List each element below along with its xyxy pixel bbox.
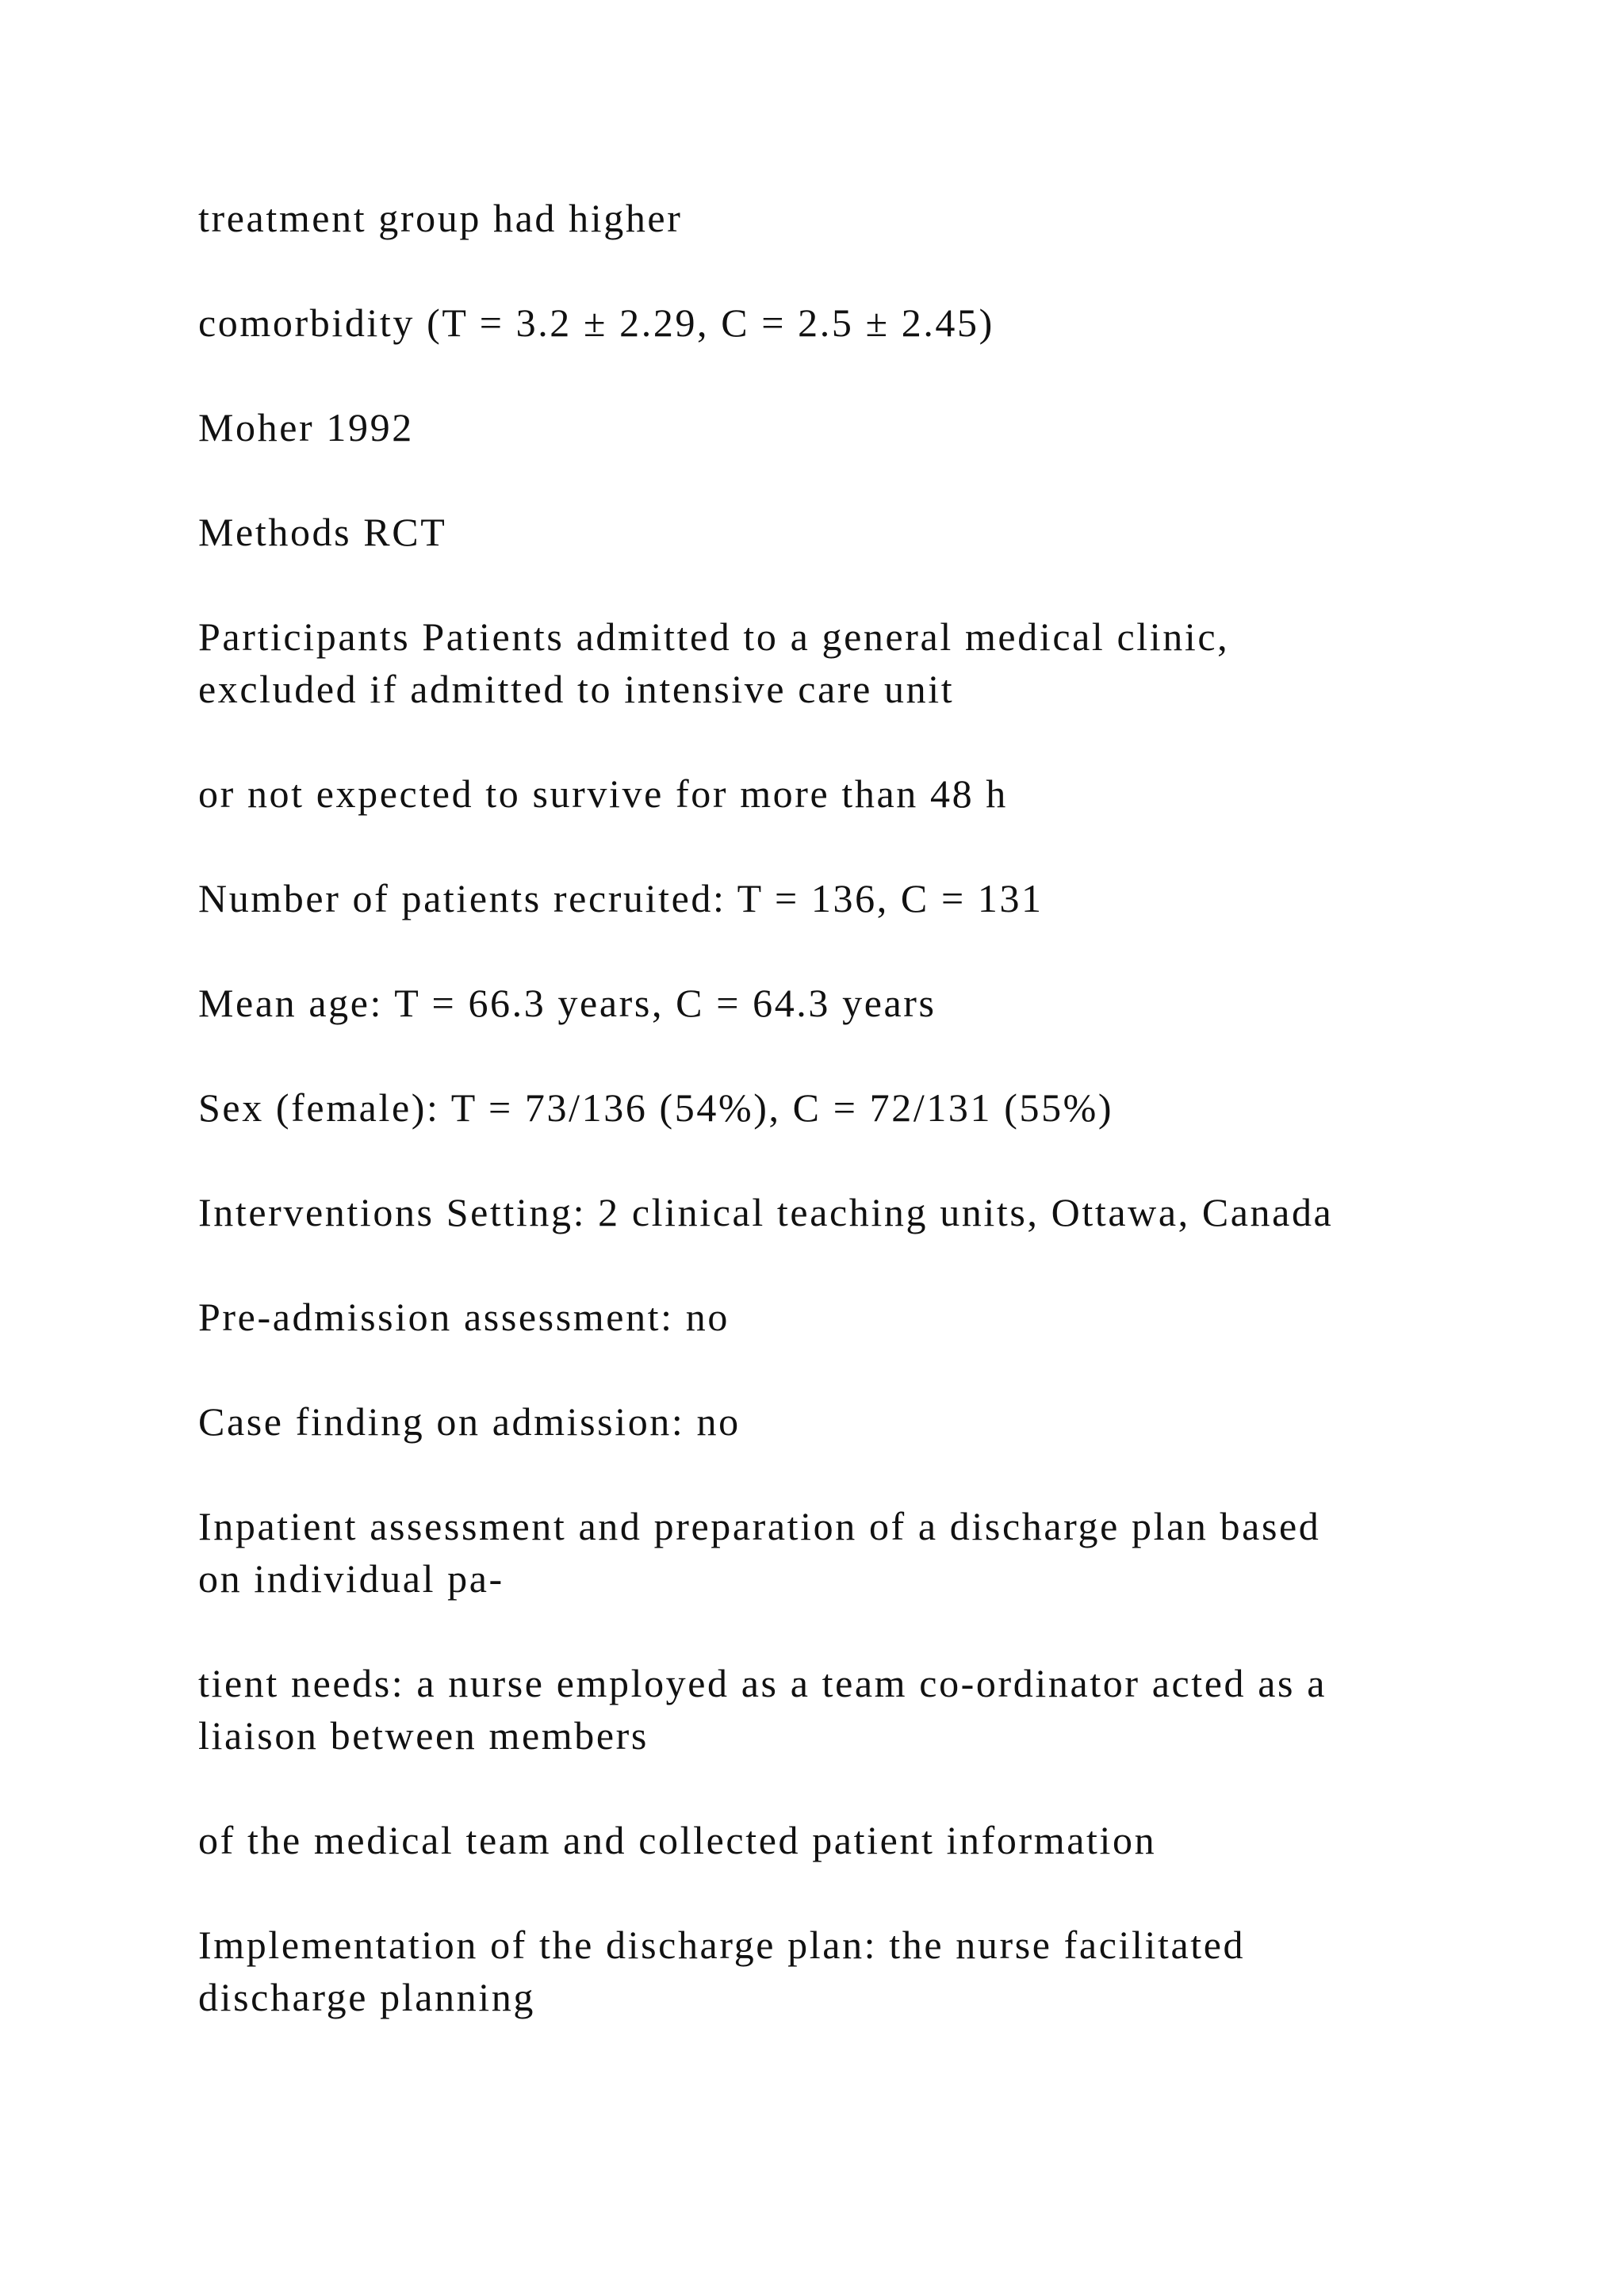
paragraph xyxy=(198,401,1499,453)
text-line: excluded if admitted to intensive care unit xyxy=(198,667,955,711)
text-line: comorbidity (T = 3.2 ± 2.29, C = 2.5 ± 2.45) xyxy=(198,300,994,345)
paragraph xyxy=(198,1657,1499,1762)
text-line: or not expected to survive for more than 48 h xyxy=(198,771,1008,816)
text-line: Case finding on admission: no xyxy=(198,1399,741,1444)
paragraph xyxy=(198,1291,1499,1343)
paragraph xyxy=(198,767,1499,820)
text-line: of the medical team and collected patient information xyxy=(198,1818,1157,1862)
paragraph xyxy=(198,506,1499,558)
text-line: Participants Patients admitted to a general medical clinic, xyxy=(198,614,1230,659)
text-line: tient needs: a nurse employed as a team co-ordinator acted as a xyxy=(198,1661,1327,1705)
text-line: Mean age: T = 66.3 years, C = 64.3 years xyxy=(198,981,936,1025)
paragraph xyxy=(198,610,1499,715)
paragraph xyxy=(198,1500,1499,1605)
text-line: Moher 1992 xyxy=(198,405,414,450)
text-line: Sex (female): T = 73/136 (54%), C = 72/131 (55%) xyxy=(198,1085,1114,1130)
paragraph xyxy=(198,872,1499,924)
document-body xyxy=(198,192,1499,2076)
paragraph xyxy=(198,1186,1499,1238)
text-line: Implementation of the discharge plan: the nurse facilitated xyxy=(198,1923,1246,1967)
text-line: Methods RCT xyxy=(198,510,447,554)
paragraph xyxy=(198,977,1499,1029)
text-line: on individual pa- xyxy=(198,1556,504,1601)
paragraph xyxy=(198,192,1499,244)
text-line: treatment group had higher xyxy=(198,196,683,240)
paragraph xyxy=(198,297,1499,349)
text-line: Interventions Setting: 2 clinical teaching units, Ottawa, Canada xyxy=(198,1190,1334,1234)
paragraph xyxy=(198,1814,1499,1866)
text-line: Pre-admission assessment: no xyxy=(198,1295,730,1339)
text-line: liaison between members xyxy=(198,1713,649,1758)
text-line: Inpatient assessment and preparation of a discharge plan based xyxy=(198,1504,1321,1548)
paragraph xyxy=(198,1919,1499,2023)
text-line: Number of patients recruited: T = 136, C = 131 xyxy=(198,876,1044,920)
paragraph xyxy=(198,1081,1499,1134)
paragraph xyxy=(198,1395,1499,1448)
text-line: discharge planning xyxy=(198,1975,535,2019)
